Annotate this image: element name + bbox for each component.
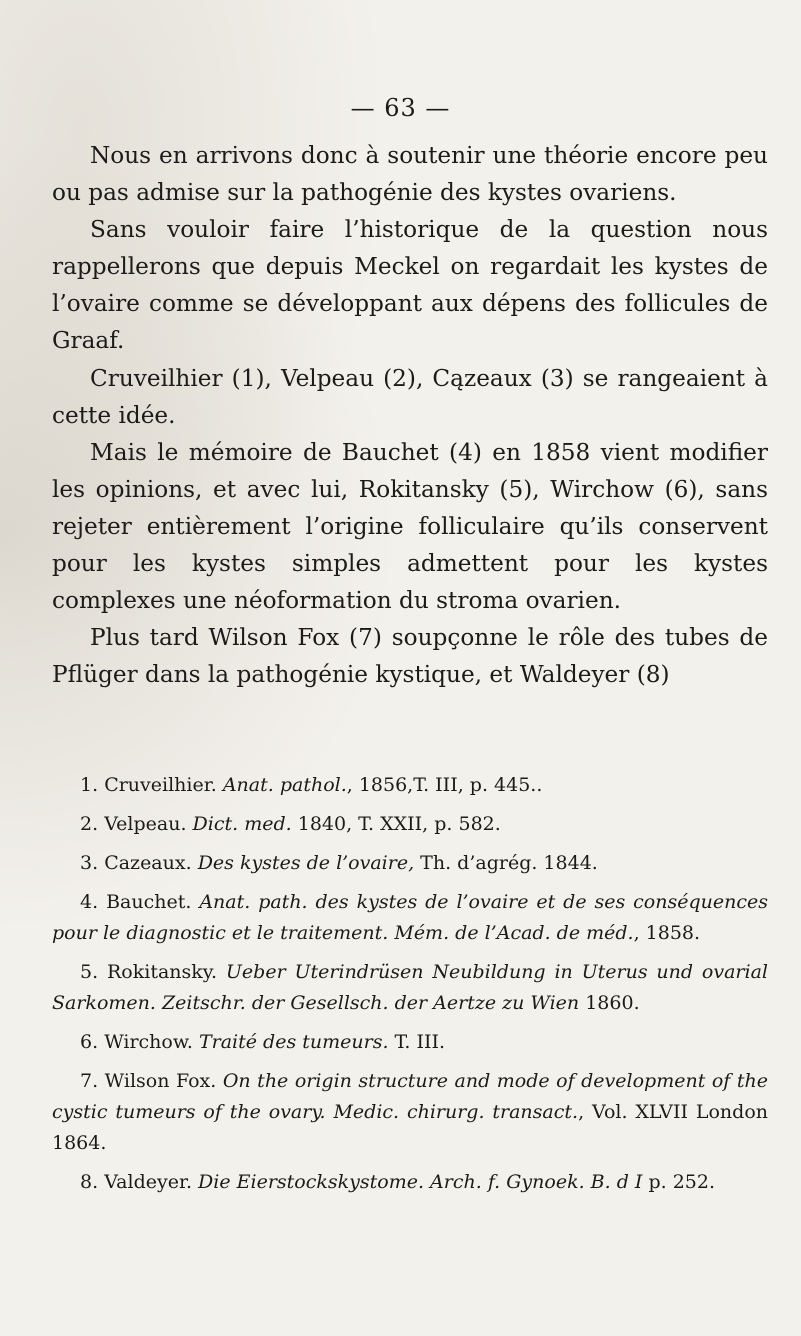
footnote-details: , 1856,T. III, p. 445..	[346, 774, 543, 796]
paragraph: Plus tard Wilson Fox (7) soupçonne le rôle des tubes de Pflüger dans la pathogénie kystique, et Waldeyer (8)	[52, 624, 768, 689]
footnote-author: Wirchow.	[104, 1031, 193, 1053]
footnote	[52, 1027, 768, 1058]
footnote-number: 6.	[80, 1031, 99, 1053]
footnote-title: On the origin structure and mode of development of the cystic tumeurs of the ovary. Medic. chirurg. transact.	[52, 1070, 768, 1123]
footnote-author: Bauchet.	[106, 891, 192, 913]
footnote	[52, 1066, 768, 1159]
footnote-number: 7.	[80, 1070, 99, 1092]
body-text	[52, 137, 768, 693]
footnote-details: p. 252.	[642, 1171, 716, 1193]
footnote-number: 4.	[80, 891, 99, 913]
footnote-author: Cruveilhier.	[104, 774, 217, 796]
paragraph: Sans vouloir faire l’historique de la question nous rappellerons que depuis Meckel on regardait les kystes de l’ovaire comme se développant aux dépens des follicules de Graaf.	[52, 216, 768, 355]
footnote-details: 1840, T. XXII, p. 582.	[291, 813, 501, 835]
footnote-number: 1.	[80, 774, 99, 796]
footnote-author: Rokitansky.	[107, 961, 218, 983]
footnote-number: 8.	[80, 1171, 99, 1193]
footnote-title: Ueber Uterindrüsen Neubildung in Uterus und ovarial Sarkomen. Zeitschr. der Gesellsch. der Aertze zu Wien	[52, 961, 768, 1014]
footnotes	[52, 770, 768, 1198]
footnote-number: 3.	[80, 852, 99, 874]
footnote-title: Anat. path. des kystes de l’ovaire et de ses conséquences pour le diagnostic et le traitement. Mém. de l’Acad. de méd.	[52, 891, 768, 944]
footnote	[52, 809, 768, 840]
paragraph: Nous en arrivons donc à soutenir une théorie encore peu ou pas admise sur la pathogénie des kystes ovariens.	[52, 142, 768, 207]
footnote-title: Des kystes de l’ovaire,	[197, 852, 415, 874]
footnote-author: Valdeyer.	[104, 1171, 192, 1193]
footnote-details: 1860.	[579, 992, 640, 1014]
footnote-author: Wilson Fox.	[104, 1070, 217, 1092]
footnote	[52, 770, 768, 801]
page-number: — 63 —	[350, 94, 451, 122]
footnote-details: , Vol. XLVII London 1864.	[52, 1101, 768, 1154]
footnote	[52, 848, 768, 879]
footnote-title: Anat. pathol.	[222, 774, 347, 796]
footnote-details: , 1858.	[633, 922, 701, 944]
paragraph: Cruveilhier (1), Velpeau (2), Cązeaux (3) se rangeaient à cette idée.	[52, 364, 768, 429]
footnote-number: 2.	[80, 813, 99, 835]
paragraph: Mais le mémoire de Bauchet (4) en 1858 vient modifier les opinions, et avec lui, Rokitansky (5), Wirchow (6), sans rejeter entièrement l’origine folliculaire qu’ils conservent pour les kystes simples admettent pour les kystes complexes une néoformation du stroma ovarien.	[52, 438, 768, 615]
footnote-author: Velpeau.	[104, 813, 187, 835]
footnote-title: Die Eierstockskystome. Arch. f. Gynoek. B. d I	[198, 1171, 643, 1193]
footnote	[52, 957, 768, 1019]
footnote-title: Dict. med.	[192, 813, 292, 835]
footnote	[52, 1167, 768, 1198]
footnote	[52, 887, 768, 949]
footnote-details: T. III.	[388, 1031, 446, 1053]
footnote-title: Traité des tumeurs.	[198, 1031, 389, 1053]
footnote-details: Th. d’agrég. 1844.	[414, 852, 598, 874]
footnote-number: 5.	[80, 961, 99, 983]
footnote-author: Cazeaux.	[104, 852, 192, 874]
